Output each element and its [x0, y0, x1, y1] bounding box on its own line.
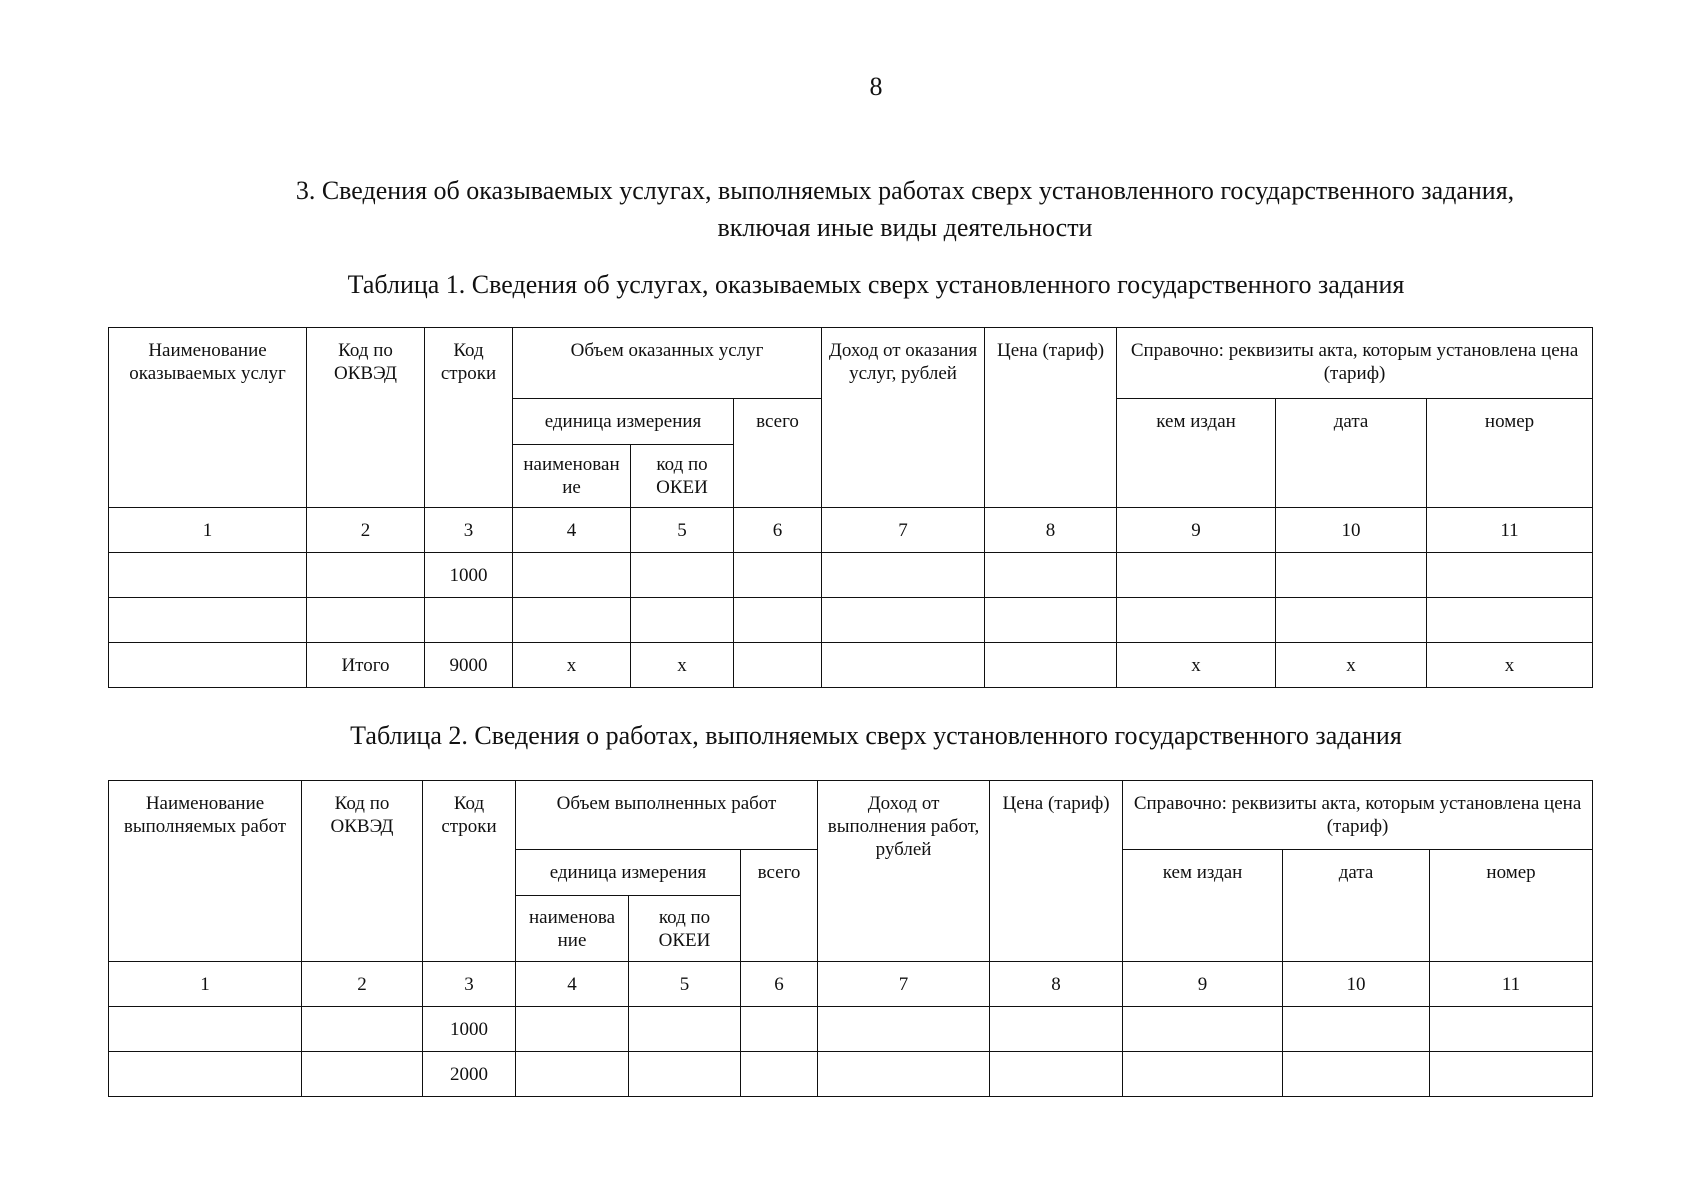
table-cell[interactable]: [109, 598, 307, 643]
table-cell[interactable]: [822, 598, 985, 643]
header-okved: Код по ОКВЭД: [302, 781, 423, 962]
table-cell[interactable]: [516, 1052, 629, 1097]
header-price: Цена (тариф): [990, 781, 1123, 962]
column-number: 9: [1123, 962, 1283, 1007]
table-cell: х: [631, 643, 734, 688]
table-cell[interactable]: [1276, 553, 1427, 598]
table-cell[interactable]: [631, 598, 734, 643]
column-number: 3: [423, 962, 516, 1007]
column-number: 8: [985, 508, 1117, 553]
column-number: 8: [990, 962, 1123, 1007]
table-cell[interactable]: [1427, 598, 1593, 643]
table-cell[interactable]: [822, 643, 985, 688]
column-number: 1: [109, 508, 307, 553]
table-row: [109, 1007, 1593, 1052]
table2-caption: Таблица 2. Сведения о работах, выполняемых сверх установленного государственного задания: [350, 721, 1402, 750]
table-cell[interactable]: [990, 1052, 1123, 1097]
header-issued-by: кем издан: [1117, 399, 1276, 508]
table-cell[interactable]: [516, 1007, 629, 1052]
table-cell: 9000: [425, 643, 513, 688]
header-unit-okei: код по ОКЕИ: [631, 445, 734, 508]
table-cell: 1000: [425, 553, 513, 598]
table-cell[interactable]: [1283, 1052, 1430, 1097]
column-number: 2: [307, 508, 425, 553]
header-reference: Справочно: реквизиты акта, которым установлена цена (тариф): [1123, 781, 1593, 850]
table-cell: 2000: [423, 1052, 516, 1097]
table-cell[interactable]: [629, 1052, 741, 1097]
column-number: 2: [302, 962, 423, 1007]
table-cell[interactable]: [1123, 1052, 1283, 1097]
table-cell[interactable]: [109, 643, 307, 688]
table-cell[interactable]: [307, 553, 425, 598]
header-date: дата: [1283, 850, 1430, 962]
table-cell[interactable]: [990, 1007, 1123, 1052]
table-cell: х: [1427, 643, 1593, 688]
header-unit: единица измерения: [513, 399, 734, 445]
table-cell[interactable]: [302, 1007, 423, 1052]
column-number: 10: [1283, 962, 1430, 1007]
header-row-code: Код строки: [425, 328, 513, 508]
table-row: [109, 598, 1593, 643]
table-cell[interactable]: [734, 598, 822, 643]
column-number: 6: [734, 508, 822, 553]
table-cell[interactable]: [985, 598, 1117, 643]
table-cell[interactable]: [741, 1052, 818, 1097]
header-total: всего: [741, 850, 818, 962]
header-unit-okei: код по ОКЕИ: [629, 896, 741, 962]
table1-caption: Таблица 1. Сведения об услугах, оказываемых сверх установленного государственного задания: [347, 270, 1405, 299]
column-number: 3: [425, 508, 513, 553]
table-row: [109, 553, 1593, 598]
section-title: [210, 172, 1600, 246]
header-total: всего: [734, 399, 822, 508]
table-cell[interactable]: [109, 1052, 302, 1097]
header-number: номер: [1427, 399, 1593, 508]
header-income: Доход от выполнения работ, рублей: [818, 781, 990, 962]
section-title-line1: 3. Сведения об оказываемых услугах, выполняемых работах сверх установленного государственного задания,: [295, 176, 1515, 205]
table-cell[interactable]: [734, 553, 822, 598]
header-price: Цена (тариф): [985, 328, 1117, 508]
header-issued-by: кем издан: [1123, 850, 1283, 962]
table-cell[interactable]: [818, 1007, 990, 1052]
table-cell[interactable]: [1283, 1007, 1430, 1052]
header-okved: Код по ОКВЭД: [307, 328, 425, 508]
table-cell[interactable]: [1123, 1007, 1283, 1052]
table-cell[interactable]: [1276, 598, 1427, 643]
column-number: 7: [818, 962, 990, 1007]
table-cell[interactable]: [1430, 1052, 1593, 1097]
table-cell[interactable]: [629, 1007, 741, 1052]
page-number: 8: [869, 72, 883, 101]
column-number: 6: [741, 962, 818, 1007]
table-cell[interactable]: [513, 598, 631, 643]
table-cell[interactable]: [425, 598, 513, 643]
table-cell[interactable]: [741, 1007, 818, 1052]
header-unit-name: наименован ие: [513, 445, 631, 508]
header-unit: единица измерения: [516, 850, 741, 896]
header-service-name: Наименование оказываемых услуг: [109, 328, 307, 508]
column-number: 4: [513, 508, 631, 553]
column-number: 5: [631, 508, 734, 553]
table-cell: 1000: [423, 1007, 516, 1052]
column-numbers-row: [109, 962, 1593, 1007]
table-cell[interactable]: [109, 1007, 302, 1052]
total-row: [109, 643, 1593, 688]
column-number: 10: [1276, 508, 1427, 553]
table-cell[interactable]: [985, 553, 1117, 598]
total-label: Итого: [307, 643, 425, 688]
header-volume: Объем выполненных работ: [516, 781, 818, 850]
table-cell[interactable]: [513, 553, 631, 598]
column-number: 7: [822, 508, 985, 553]
table-cell: х: [1276, 643, 1427, 688]
table-cell[interactable]: [985, 643, 1117, 688]
table-cell[interactable]: [822, 553, 985, 598]
table-row: [109, 1052, 1593, 1097]
table-cell[interactable]: [302, 1052, 423, 1097]
column-number: 5: [629, 962, 741, 1007]
table-cell[interactable]: [1427, 553, 1593, 598]
column-numbers-row: [109, 508, 1593, 553]
column-number: 1: [109, 962, 302, 1007]
header-work-name: Наименование выполняемых работ: [109, 781, 302, 962]
table-cell[interactable]: [818, 1052, 990, 1097]
services-table: [108, 327, 1593, 688]
header-reference: Справочно: реквизиты акта, которым установлена цена (тариф): [1117, 328, 1593, 399]
table-cell[interactable]: [631, 553, 734, 598]
table-cell[interactable]: [1117, 598, 1276, 643]
header-row-code: Код строки: [423, 781, 516, 962]
works-table: [108, 780, 1593, 1097]
table-cell: х: [513, 643, 631, 688]
column-number: 4: [516, 962, 629, 1007]
header-date: дата: [1276, 399, 1427, 508]
table-cell[interactable]: [109, 553, 307, 598]
section-title-line2: включая иные виды деятельности: [717, 213, 1093, 242]
header-volume: Объем оказанных услуг: [513, 328, 822, 399]
table-cell[interactable]: [1117, 553, 1276, 598]
header-unit-name: наименова ние: [516, 896, 629, 962]
table-cell[interactable]: [1430, 1007, 1593, 1052]
table-cell[interactable]: [307, 598, 425, 643]
header-number: номер: [1430, 850, 1593, 962]
column-number: 11: [1430, 962, 1593, 1007]
header-income: Доход от оказания услуг, рублей: [822, 328, 985, 508]
column-number: 11: [1427, 508, 1593, 553]
table-cell[interactable]: [734, 643, 822, 688]
table-cell: х: [1117, 643, 1276, 688]
column-number: 9: [1117, 508, 1276, 553]
